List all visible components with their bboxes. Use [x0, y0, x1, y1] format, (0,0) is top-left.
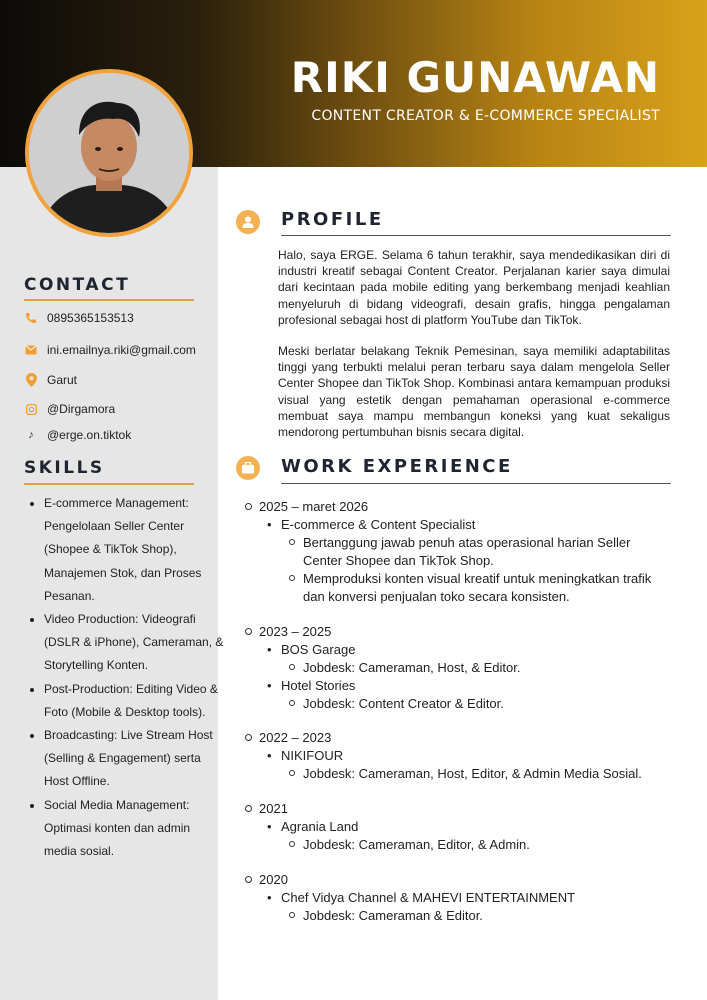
skills-heading: SKILLS [24, 458, 105, 478]
profile-divider [281, 235, 671, 236]
skill-item: • E-commerce Management: Pengelolaan Seller Center (Shopee & TikTok Shop), Manajemen Stok, dan Proses Pesanan. [44, 492, 224, 608]
profile-heading: PROFILE [281, 209, 384, 230]
work-heading: WORK EXPERIENCE [281, 456, 513, 477]
experience-detail: Bertanggung jawab penuh atas operasional harian Seller Center Shopee dan TikTok Shop. [303, 534, 643, 570]
instagram-icon [24, 402, 38, 416]
phone-icon [24, 311, 38, 325]
experience-company: • Chef Vidya Channel & MAHEVI ENTERTAINMENT [281, 889, 685, 907]
briefcase-icon [236, 456, 260, 480]
experience-detail: Jobdesk: Cameraman, Editor, & Admin. [303, 836, 685, 854]
experience-detail: Jobdesk: Cameraman, Host, Editor, & Admin Media Sosial. [303, 765, 685, 783]
experience-entry [245, 729, 685, 783]
skill-item: • Broadcasting: Live Stream Host (Selling & Engagement) serta Host Offline. [44, 724, 224, 794]
experience-company: • BOS Garage [281, 641, 685, 659]
skills-divider [24, 483, 194, 485]
tiktok-handle[interactable]: @erge.on.tiktok [47, 428, 132, 442]
experience-period: 2021 [245, 800, 685, 818]
contact-location [24, 370, 77, 390]
location-text: Garut [47, 373, 78, 387]
experience-period: 2023 – 2025 [245, 623, 685, 641]
profile-photo [25, 69, 193, 237]
experience-entry [245, 498, 685, 606]
experience-entry [245, 800, 685, 854]
contact-tiktok [24, 425, 131, 445]
location-pin-icon [24, 373, 38, 387]
job-title: CONTENT CREATOR & E-COMMERCE SPECIALIST [311, 108, 660, 124]
instagram-handle[interactable]: @Dirgamora [47, 402, 116, 416]
experience-entry [245, 623, 685, 713]
person-icon [236, 210, 260, 234]
work-divider [281, 483, 671, 484]
experience-detail: Memproduksi konten visual kreatif untuk meningkatkan trafik dan konversi penjualan toko secara konsisten. [303, 570, 673, 606]
person-name: RIKI GUNAWAN [290, 53, 660, 102]
email-address[interactable]: ini.emailnya.riki@gmail.com [47, 343, 196, 357]
experience-company: • Hotel Stories [281, 677, 685, 695]
contact-divider [24, 299, 194, 301]
skill-item: • Social Media Management: Optimasi konten dan admin media sosial. [44, 794, 224, 864]
experience-period: 2020 [245, 871, 685, 889]
contact-phone [24, 308, 134, 328]
mail-icon [24, 343, 38, 357]
skill-item: • Video Production: Videografi (DSLR & iPhone), Cameraman, & Storytelling Konten. [44, 608, 224, 678]
experience-role: • E-commerce & Content Specialist [281, 516, 685, 534]
experience-period: 2025 – maret 2026 [245, 498, 685, 516]
experience-detail: Jobdesk: Cameraman, Host, & Editor. [303, 659, 685, 677]
experience-company: • Agrania Land [281, 818, 685, 836]
phone-number: 0895365153513 [47, 311, 134, 325]
experience-period: 2022 – 2023 [245, 729, 685, 747]
contact-instagram [24, 399, 115, 419]
experience-entry [245, 871, 685, 925]
contact-heading: CONTACT [24, 275, 131, 295]
skills-list [28, 492, 224, 863]
experience-detail: Jobdesk: Cameraman & Editor. [303, 907, 685, 925]
tiktok-icon: ♪ [28, 429, 34, 441]
experience-company: • NIKIFOUR [281, 747, 685, 765]
contact-email [24, 340, 196, 360]
profile-paragraph: Meski berlatar belakang Teknik Pemesinan, saya memiliki adaptabilitas tinggi yang terbukti melalui peran terbaru saya dalam mengelola Seller Center Shopee dan TikTok Shop. Kombinasi antara kemampuan produksi visual yang estetik dengan pemahaman operasional e-commerce membuat saya mampu membangun koneksi yang kuat sekaligus mendorong pertumbuhan bisnis secara digital. [278, 344, 670, 440]
profile-paragraph: Halo, saya ERGE. Selama 6 tahun terakhir, saya mendedikasikan diri di industri kreatif sebagai Content Creator. Perjalanan karier saya dimulai dari kecintaan pada mobile editing yang berkembang menjadi keahlian menyeluruh di bidang videografi, desain grafis, hingga pengalaman profesional sebagai host di platform YouTube dan TikTok. [278, 248, 670, 327]
skill-item: • Post-Production: Editing Video & Foto (Mobile & Desktop tools). [44, 678, 224, 724]
experience-detail: Jobdesk: Content Creator & Editor. [303, 695, 685, 713]
